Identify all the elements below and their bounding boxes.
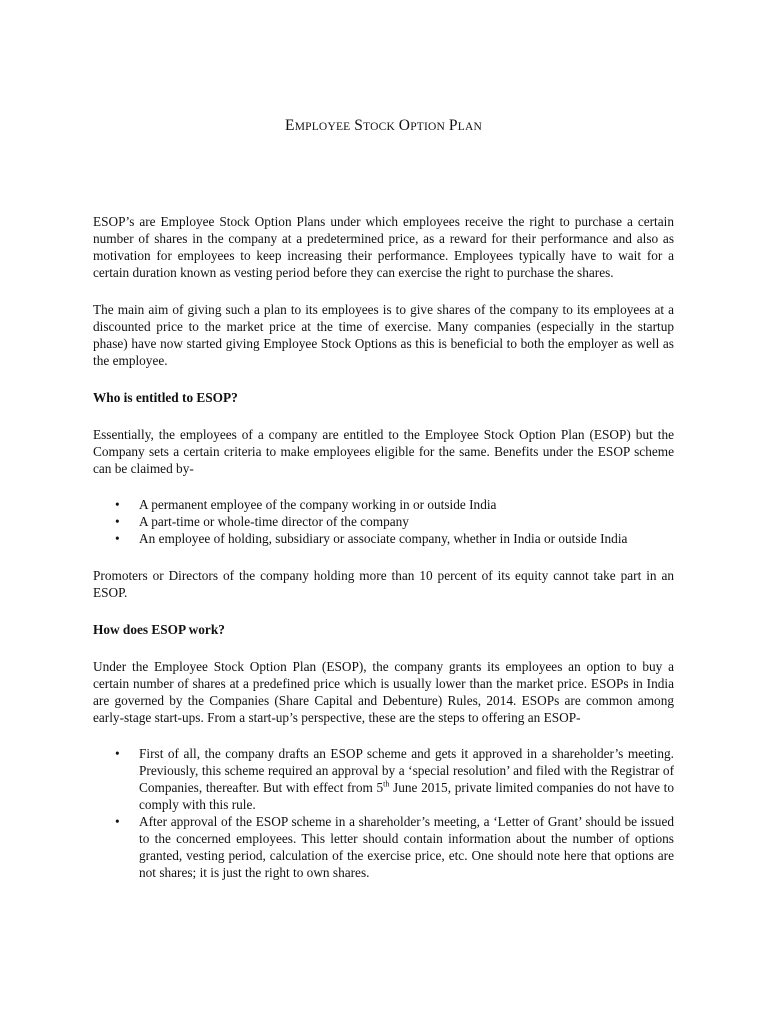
how-it-works-paragraph: Under the Employee Stock Option Plan (ESOP), the company grants its employees an option to buy a certain number of shares at a predefined price which is usually lower than the market price. ESOPs in India are governed by the Companies (Share Capital and Debenture) Rules, 2014. ESOPs are common among early-stage start-ups. From a start-up’s perspective, these are the steps to offering an ESOP- — [93, 659, 674, 725]
title-initial: P — [448, 117, 458, 134]
section-heading-entitlement: Who is entitled to ESOP? — [93, 390, 238, 405]
bullet-icon: • — [115, 497, 120, 512]
list-item — [93, 745, 674, 813]
bullet-icon: • — [115, 746, 120, 761]
list-item — [93, 496, 674, 513]
section-heading-how-it-works: How does ESOP work? — [93, 622, 225, 637]
list-item — [93, 530, 674, 547]
entitlement-paragraph: Essentially, the employees of a company are entitled to the Employee Stock Option Plan (ESOP) but the Company sets a certain criteria to make employees eligible for the same. Benefits under the ESOP scheme can be claimed by- — [93, 427, 674, 476]
steps-list — [93, 745, 674, 881]
title-word-rest: PTION — [410, 121, 446, 133]
document-title — [93, 116, 674, 137]
eligibility-list — [93, 496, 674, 547]
title-word-rest: LAN — [457, 121, 482, 133]
ordinal-superscript: th — [383, 779, 390, 789]
list-item — [93, 813, 674, 881]
title-initial: S — [354, 117, 364, 134]
bullet-icon: • — [115, 814, 120, 829]
title-initial: O — [398, 117, 411, 134]
promoters-note: Promoters or Directors of the company holding more than 10 percent of its equity cannot take part in an ESOP. — [93, 568, 674, 600]
document-body — [93, 116, 674, 881]
title-word-rest: MPLOYEE — [294, 121, 351, 133]
list-item-text: First of all, the company drafts an ESOP scheme and gets it approved in a shareholder’s meeting. Previously, this scheme required an approval by a ‘special resolution’ and filed with the Registrar of Companies, thereafter. But with effect from 5 — [139, 746, 674, 795]
title-word-rest: TOCK — [363, 121, 395, 133]
list-item-text: After approval of the ESOP scheme in a shareholder’s meeting, a ‘Letter of Grant’ should be issued to the concerned employees. This letter should contain information about the number of options granted, vesting period, calculation of the exercise price, etc. One should note here that options are not shares; it is just the right to own shares. — [139, 814, 674, 880]
intro-paragraph-2: The main aim of giving such a plan to its employees is to give shares of the company to its employees at a discounted price to the market price at the time of exercise. Many companies (especially in the startup phase) have now started giving Employee Stock Options as this is beneficial to both the employer as well as the employee. — [93, 302, 674, 368]
list-item-text: An employee of holding, subsidiary or associate company, whether in India or outside India — [139, 531, 628, 546]
intro-paragraph-1: ESOP’s are Employee Stock Option Plans under which employees receive the right to purchase a certain number of shares in the company at a predetermined price, as a reward for their performance and also as motivation for employees to keep increasing their performance. Employees typically have to wait for a certain duration known as vesting period before they can exercise the right to purchase the shares. — [93, 214, 674, 280]
bullet-icon: • — [115, 531, 120, 546]
list-item-text: A permanent employee of the company working in or outside India — [139, 497, 497, 512]
list-item-text: A part-time or whole-time director of the company — [139, 514, 409, 529]
title-initial: E — [285, 117, 295, 134]
list-item-text-continued: June 2015, private limited companies do not have to comply with this rule. — [139, 780, 674, 812]
list-item — [93, 513, 674, 530]
bullet-icon: • — [115, 514, 120, 529]
